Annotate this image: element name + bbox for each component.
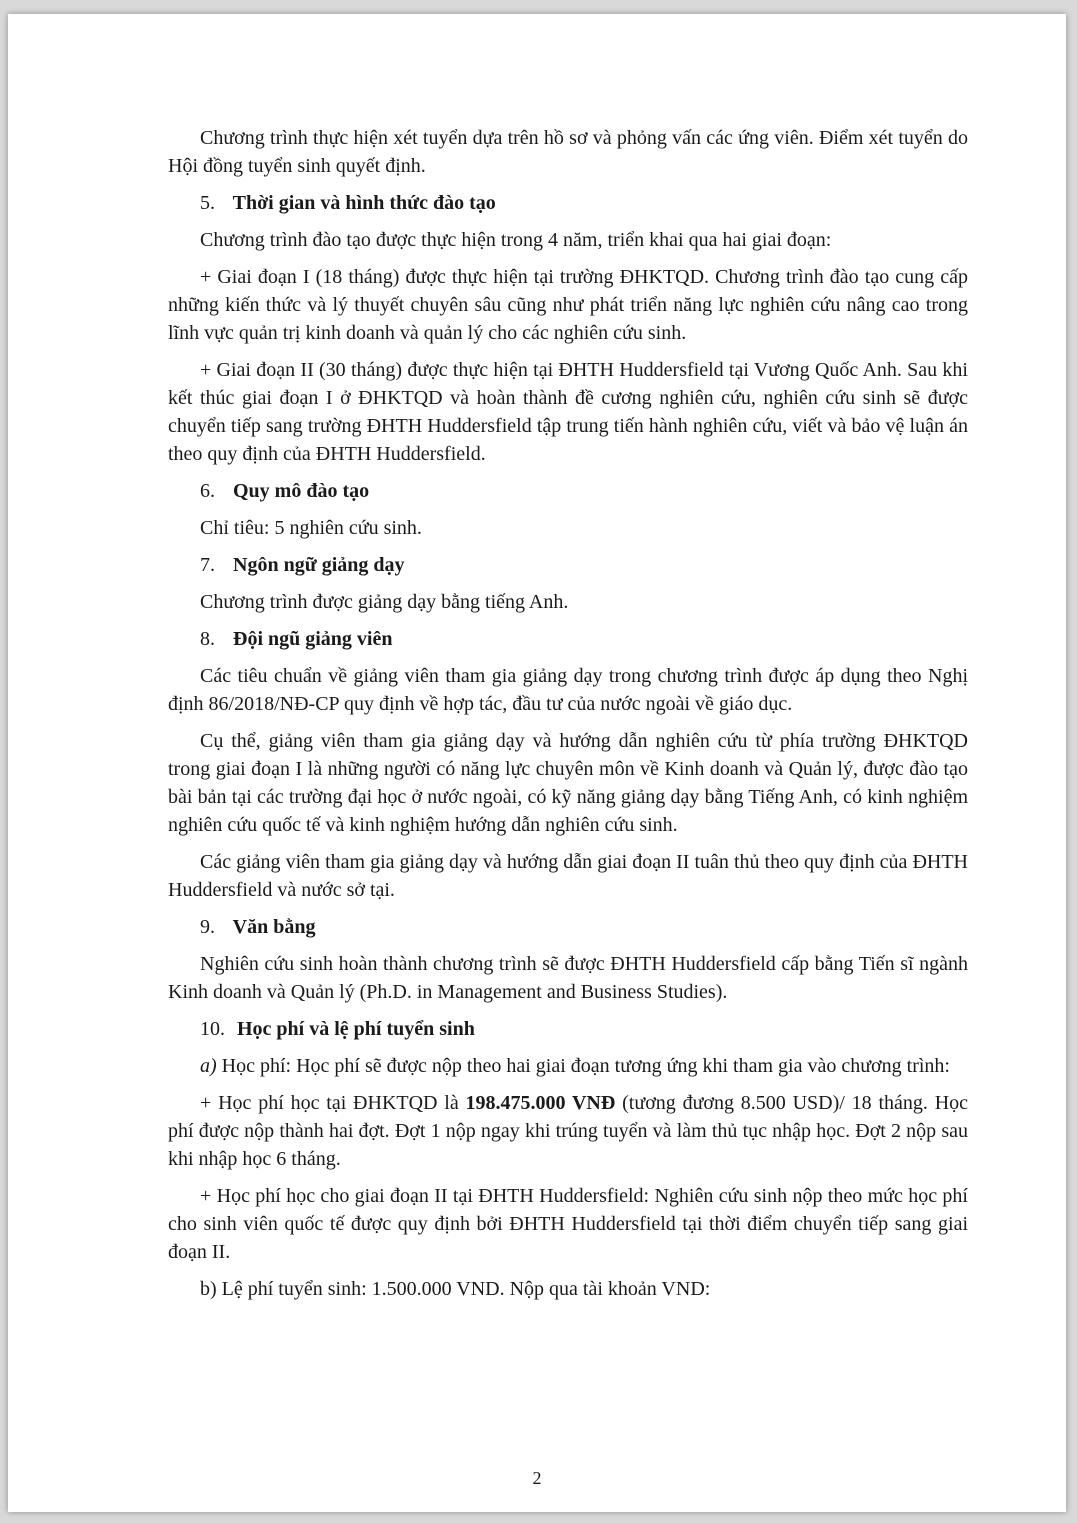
section-10-heading [168, 1015, 968, 1043]
fee-1-suffix: (tương đương 8.500 USD)/ 18 tháng. Học phí được nộp thành hai đợt. Đợt 1 nộp ngay khi trúng tuyển và làm thủ tục nhập học. Đợt 2 nộp sau khi nhập học 6 tháng. [168, 1092, 969, 1170]
section-8-heading [168, 625, 968, 653]
section-6-heading [168, 477, 968, 505]
section-number: 10. [200, 1018, 225, 1040]
section-number: 6. [200, 480, 215, 502]
section-title: Ngôn ngữ giảng dạy [233, 554, 405, 576]
section-9-heading [168, 913, 968, 941]
section-number: 9. [200, 916, 215, 938]
intro-paragraph: Chương trình thực hiện xét tuyển dựa trên hồ sơ và phỏng vấn các ứng viên. Điểm xét tuyển do Hội đồng tuyển sinh quyết định. [168, 127, 968, 177]
section-title: Đội ngũ giảng viên [233, 628, 393, 650]
section-10-paragraph-a [168, 1052, 968, 1080]
document-body [168, 124, 968, 1312]
fee-1-prefix: + Học phí học tại ĐHKTQD là [200, 1092, 466, 1114]
section-number: 5. [200, 192, 215, 214]
section-7-heading [168, 551, 968, 579]
section-5-paragraph-2: + Giai đoạn I (18 tháng) được thực hiện tại trường ĐHKTQD. Chương trình đào tạo cung cấp những kiến thức và lý thuyết chuyên sâu cũng như phát triển năng lực nghiên cứu nâng cao trong lĩnh vực quản trị kinh doanh và quản lý cho các nghiên cứu sinh. [168, 266, 968, 344]
section-10-fee-1 [168, 1089, 968, 1173]
section-8-paragraph-2: Cụ thể, giảng viên tham gia giảng dạy và hướng dẫn nghiên cứu từ phía trường ĐHKTQD trong giai đoạn I là những người có năng lực chuyên môn về Kinh doanh và Quản lý, được đào tạo bài bản tại các trường đại học ở nước ngoài, có kỹ năng giảng dạy bằng Tiếng Anh, có kinh nghiệm nghiên cứu quốc tế và kinh nghiệm hướng dẫn nghiên cứu sinh. [168, 730, 968, 836]
section-title: Văn bằng [232, 916, 316, 938]
section-8-paragraph-1: Các tiêu chuẩn về giảng viên tham gia giảng dạy trong chương trình được áp dụng theo Nghị định 86/2018/NĐ-CP quy định về hợp tác, đầu tư của nước ngoài về giáo dục. [168, 665, 968, 715]
document-page [8, 14, 1066, 1512]
section-title: Học phí và lệ phí tuyển sinh [237, 1018, 475, 1040]
section-number: 7. [200, 554, 215, 576]
section-5-paragraph-3: + Giai đoạn II (30 tháng) được thực hiện tại ĐHTH Huddersfield tại Vương Quốc Anh. Sau khi kết thúc giai đoạn I ở ĐHKTQD và hoàn thành đề cương nghiên cứu, nghiên cứu sinh sẽ được chuyển tiếp sang trường ĐHTH Huddersfield tập trung tiến hành nghiên cứu, viết và bảo vệ luận án theo quy định của ĐHTH Huddersfield. [168, 359, 968, 465]
section-6-paragraph-1: Chỉ tiêu: 5 nghiên cứu sinh. [200, 517, 422, 539]
item-text-a: Học phí: Học phí sẽ được nộp theo hai giai đoạn tương ứng khi tham gia vào chương trình: [216, 1055, 950, 1077]
section-10-paragraph-b: b) Lệ phí tuyển sinh: 1.500.000 VND. Nộp qua tài khoản VND: [200, 1278, 711, 1300]
section-8-paragraph-3: Các giảng viên tham gia giảng dạy và hướng dẫn giai đoạn II tuân thủ theo quy định của ĐHTH Huddersfield và nước sở tại. [168, 851, 968, 901]
item-label-a: a) [200, 1055, 217, 1077]
section-9-paragraph-1: Nghiên cứu sinh hoàn thành chương trình sẽ được ĐHTH Huddersfield cấp bằng Tiến sĩ ngành Kinh doanh và Quản lý (Ph.D. in Management and Business Studies). [168, 953, 968, 1003]
section-title: Thời gian và hình thức đào tạo [232, 192, 496, 214]
page-number: 2 [532, 1468, 542, 1488]
section-10-fee-2: + Học phí học cho giai đoạn II tại ĐHTH Huddersfield: Nghiên cứu sinh nộp theo mức học phí cho sinh viên quốc tế được quy định bởi ĐHTH Huddersfield tại thời điểm chuyển tiếp sang giai đoạn II. [168, 1185, 968, 1263]
section-5-heading [168, 189, 968, 217]
section-title: Quy mô đào tạo [233, 480, 370, 502]
fee-1-amount: 198.475.000 VNĐ [465, 1092, 616, 1114]
section-7-paragraph-1: Chương trình được giảng dạy bằng tiếng Anh. [200, 591, 569, 613]
section-number: 8. [200, 628, 215, 650]
section-5-paragraph-1: Chương trình đào tạo được thực hiện trong 4 năm, triển khai qua hai giai đoạn: [200, 229, 832, 251]
